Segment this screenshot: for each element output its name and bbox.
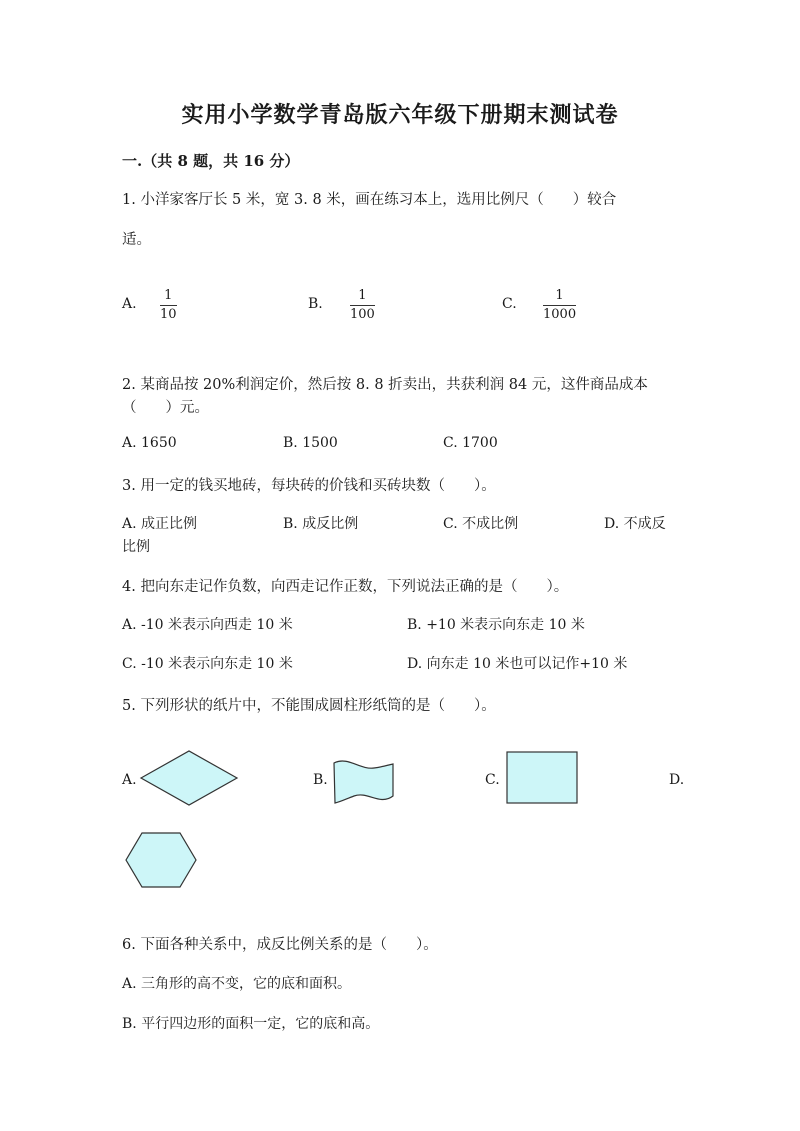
question-2-line-2: （ ）元。 <box>122 400 209 416</box>
fraction-denominator: 1000 <box>543 307 577 322</box>
fraction-denominator: 10 <box>160 307 177 322</box>
fraction-numerator: 1 <box>555 288 564 303</box>
q4-option-a: A. -10 米表示向西走 10 米 <box>122 617 293 633</box>
question-4-text: 4. 把向东走记作负数，向西走记作正数，下列说法正确的是（ ）。 <box>122 579 569 595</box>
q3-option-d-wrap: 比例 <box>122 539 150 555</box>
q4-option-b: B. +10 米表示向东走 10 米 <box>407 617 585 633</box>
q3-option-a: A. 成正比例 <box>122 516 198 532</box>
q1-option-b-fraction <box>350 289 375 322</box>
fraction-numerator: 1 <box>164 288 173 303</box>
fraction-bar <box>160 305 177 306</box>
q4-option-c: C. -10 米表示向东走 10 米 <box>122 656 293 672</box>
question-3-text: 3. 用一定的钱买地砖，每块砖的价钱和买砖块数（ ）。 <box>122 478 496 494</box>
q1-option-b-label: B. <box>308 296 323 312</box>
fraction-numerator: 1 <box>358 288 367 303</box>
question-6-text: 6. 下面各种关系中，成反比例关系的是（ ）。 <box>122 937 438 953</box>
rhombus-shape <box>140 750 238 806</box>
q1-option-a-label: A. <box>122 296 137 312</box>
wavy-sheet-shape <box>332 760 396 804</box>
q6-option-a: A. 三角形的高不变，它的底和面积。 <box>122 976 352 992</box>
q4-option-d: D. 向东走 10 米也可以记作+10 米 <box>407 656 628 672</box>
q3-option-b: B. 成反比例 <box>283 516 359 532</box>
page-title: 实用小学数学青岛版六年级下册期末测试卷 <box>181 102 619 128</box>
fraction-bar <box>543 305 576 306</box>
question-1-line-2: 适。 <box>122 232 151 248</box>
hexagon-shape <box>125 832 197 888</box>
q3-option-d: D. 不成反 <box>604 516 666 532</box>
question-2-line-1: 2. 某商品按 20%利润定价，然后按 8. 8 折卖出，共获利润 84 元，这件商品成本 <box>122 377 648 393</box>
section-heading: 一.（共 8 题，共 16 分） <box>122 152 300 170</box>
question-5-text: 5. 下列形状的纸片中，不能围成圆柱形纸筒的是（ ）。 <box>122 698 496 714</box>
fraction-denominator: 100 <box>350 307 375 322</box>
q2-option-c: C. 1700 <box>443 435 498 451</box>
q5-option-a-label: A. <box>122 772 137 788</box>
q1-option-a-fraction <box>160 289 177 322</box>
fraction-bar <box>350 305 375 306</box>
q6-option-b: B. 平行四边形的面积一定，它的底和高。 <box>122 1016 380 1032</box>
q1-option-c-label: C. <box>502 296 517 312</box>
q3-option-c: C. 不成比例 <box>443 516 519 532</box>
question-1-line-1: 1. 小洋家客厅长 5 米，宽 3. 8 米，画在练习本上，选用比例尺（ ）较合 <box>122 192 617 208</box>
q1-option-c-fraction <box>543 289 576 322</box>
q5-option-d-label: D. <box>669 772 685 788</box>
rectangle-shape <box>506 751 578 804</box>
q5-option-c-label: C. <box>485 772 500 788</box>
q2-option-a: A. 1650 <box>122 435 177 451</box>
q2-option-b: B. 1500 <box>283 435 338 451</box>
q5-option-b-label: B. <box>313 772 328 788</box>
